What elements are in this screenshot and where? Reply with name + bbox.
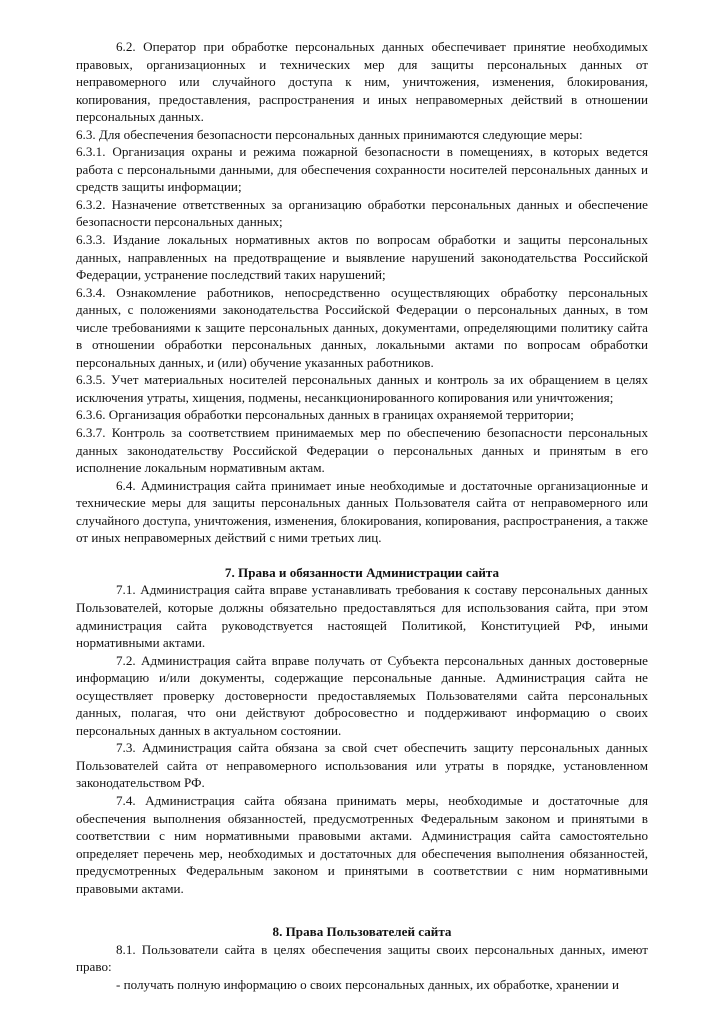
paragraph-6-2: 6.2. Оператор при обработке персональных данных обеспечивает принятие необходимых правовых, организационных и технических мер для защиты персональных данных от неправомерного или случайного доступа к ним, уничтожения, изменения, блокирования, копирования, предоставления, распространения и иных неправомерных действий в отношении персональных данных. [76,39,648,125]
heading-section-7: 7. Права и обязанности Администрации сайта [224,564,500,580]
paragraph-7-3: 7.3. Администрация сайта обязана за свой счет обеспечить защиту персональных данных Пользователей сайта от неправомерного использования или утраты в порядке, установленном законодательством РФ. [76,740,648,791]
section-spacer-before-heading-8 [76,897,648,923]
paragraph-6-3-1: 6.3.1. Организация охраны и режима пожарной безопасности в помещениях, в которых ведется работа с персональными данными, для обеспечения сохранности носителей персональных данных и средств защиты информации; [76,144,648,195]
paragraph-7-4: 7.4. Администрация сайта обязана принимать меры, необходимые и достаточные для обеспечения выполнения обязанностей, предусмотренных Федеральным законом и принятыми в соответствии с ним нормативными правовыми актами. Администрация сайта самостоятельно определяет перечень мер, необходимых и достаточных для обеспечения выполнения обязанностей, предусмотренных Федеральным законом и принятыми в соответствии с ним нормативными правовыми актами. [76,792,648,896]
paragraph-7-1: 7.1. Администрация сайта вправе устанавливать требования к составу персональных данных Пользователей, которые должны обязательно предоставляться для использования сайта, при этом администрация сайта руководствуется настоящей Политикой, Конституцией РФ, иными нормативными актами. [76,582,648,651]
paragraph-7-2: 7.2. Администрация сайта вправе получать от Субъекта персональных данных достоверные информацию и/или документы, содержащие персональные данные. Администрация сайта не осуществляет проверку достоверности предоставляемых Пользователями сайта персональных данных, полагая, что они действуют добросовестно и поддерживают информацию о своих персональных данных в актуальном состоянии. [76,652,648,738]
section-spacer-before-heading-7 [76,547,648,564]
paragraph-8-1-bullet-1: - получать полную информацию о своих персональных данных, их обработке, хранении и [116,976,619,992]
paragraph-8-1: 8.1. Пользователи сайта в целях обеспечения защиты своих персональных данных, имеют право: [76,941,648,975]
paragraph-6-3-4: 6.3.4. Ознакомление работников, непосредственно осуществляющих обработку персональных данных, с положениями законодательства Российской Федерации о персональных данных, в том числе требованиями к защите персональных данных, документами, определяющими политику сайта в отношении обработки персональных данных, локальными актами по вопросам обработки персональных данных, и (или) обучение указанных работников. [76,284,648,370]
paragraph-6-3-7: 6.3.7. Контроль за соответствием принимаемых мер по обеспечению безопасности персональных данных законодательству Российской Федерации о персональных данных и принятым в его исполнение локальным нормативным актам. [76,425,648,476]
heading-section-8: 8. Права Пользователей сайта [272,924,452,940]
paragraph-6-3-6: 6.3.6. Организация обработки персональных данных в границах охраняемой территории; [76,407,574,423]
paragraph-6-3-2: 6.3.2. Назначение ответственных за организацию обработки персональных данных и обеспечение безопасности персональных данных; [76,196,648,230]
paragraph-6-3-5: 6.3.5. Учет материальных носителей персональных данных и контроль за их обращением в целях исключения утраты, хищения, подмены, несанкционированного копирования или уничтожения; [76,372,648,405]
paragraph-6-3: 6.3. Для обеспечения безопасности персональных данных принимаются следующие меры: [76,126,583,142]
paragraph-6-4: 6.4. Администрация сайта принимает иные необходимые и достаточные организационные и технические меры для защиты персональных данных Пользователя сайта от неправомерного или случайного доступа, уничтожения, изменения, блокирования, копирования, распространения, а также от иных неправомерных действий с ними третьих лиц. [76,477,648,546]
paragraph-6-3-3: 6.3.3. Издание локальных нормативных актов по вопросам обработки и защиты персональных данных, направленных на предотвращение и выявление нарушений законодательства Российской Федерации, устранение последствий таких нарушений; [76,232,648,283]
document-body [76,38,648,993]
